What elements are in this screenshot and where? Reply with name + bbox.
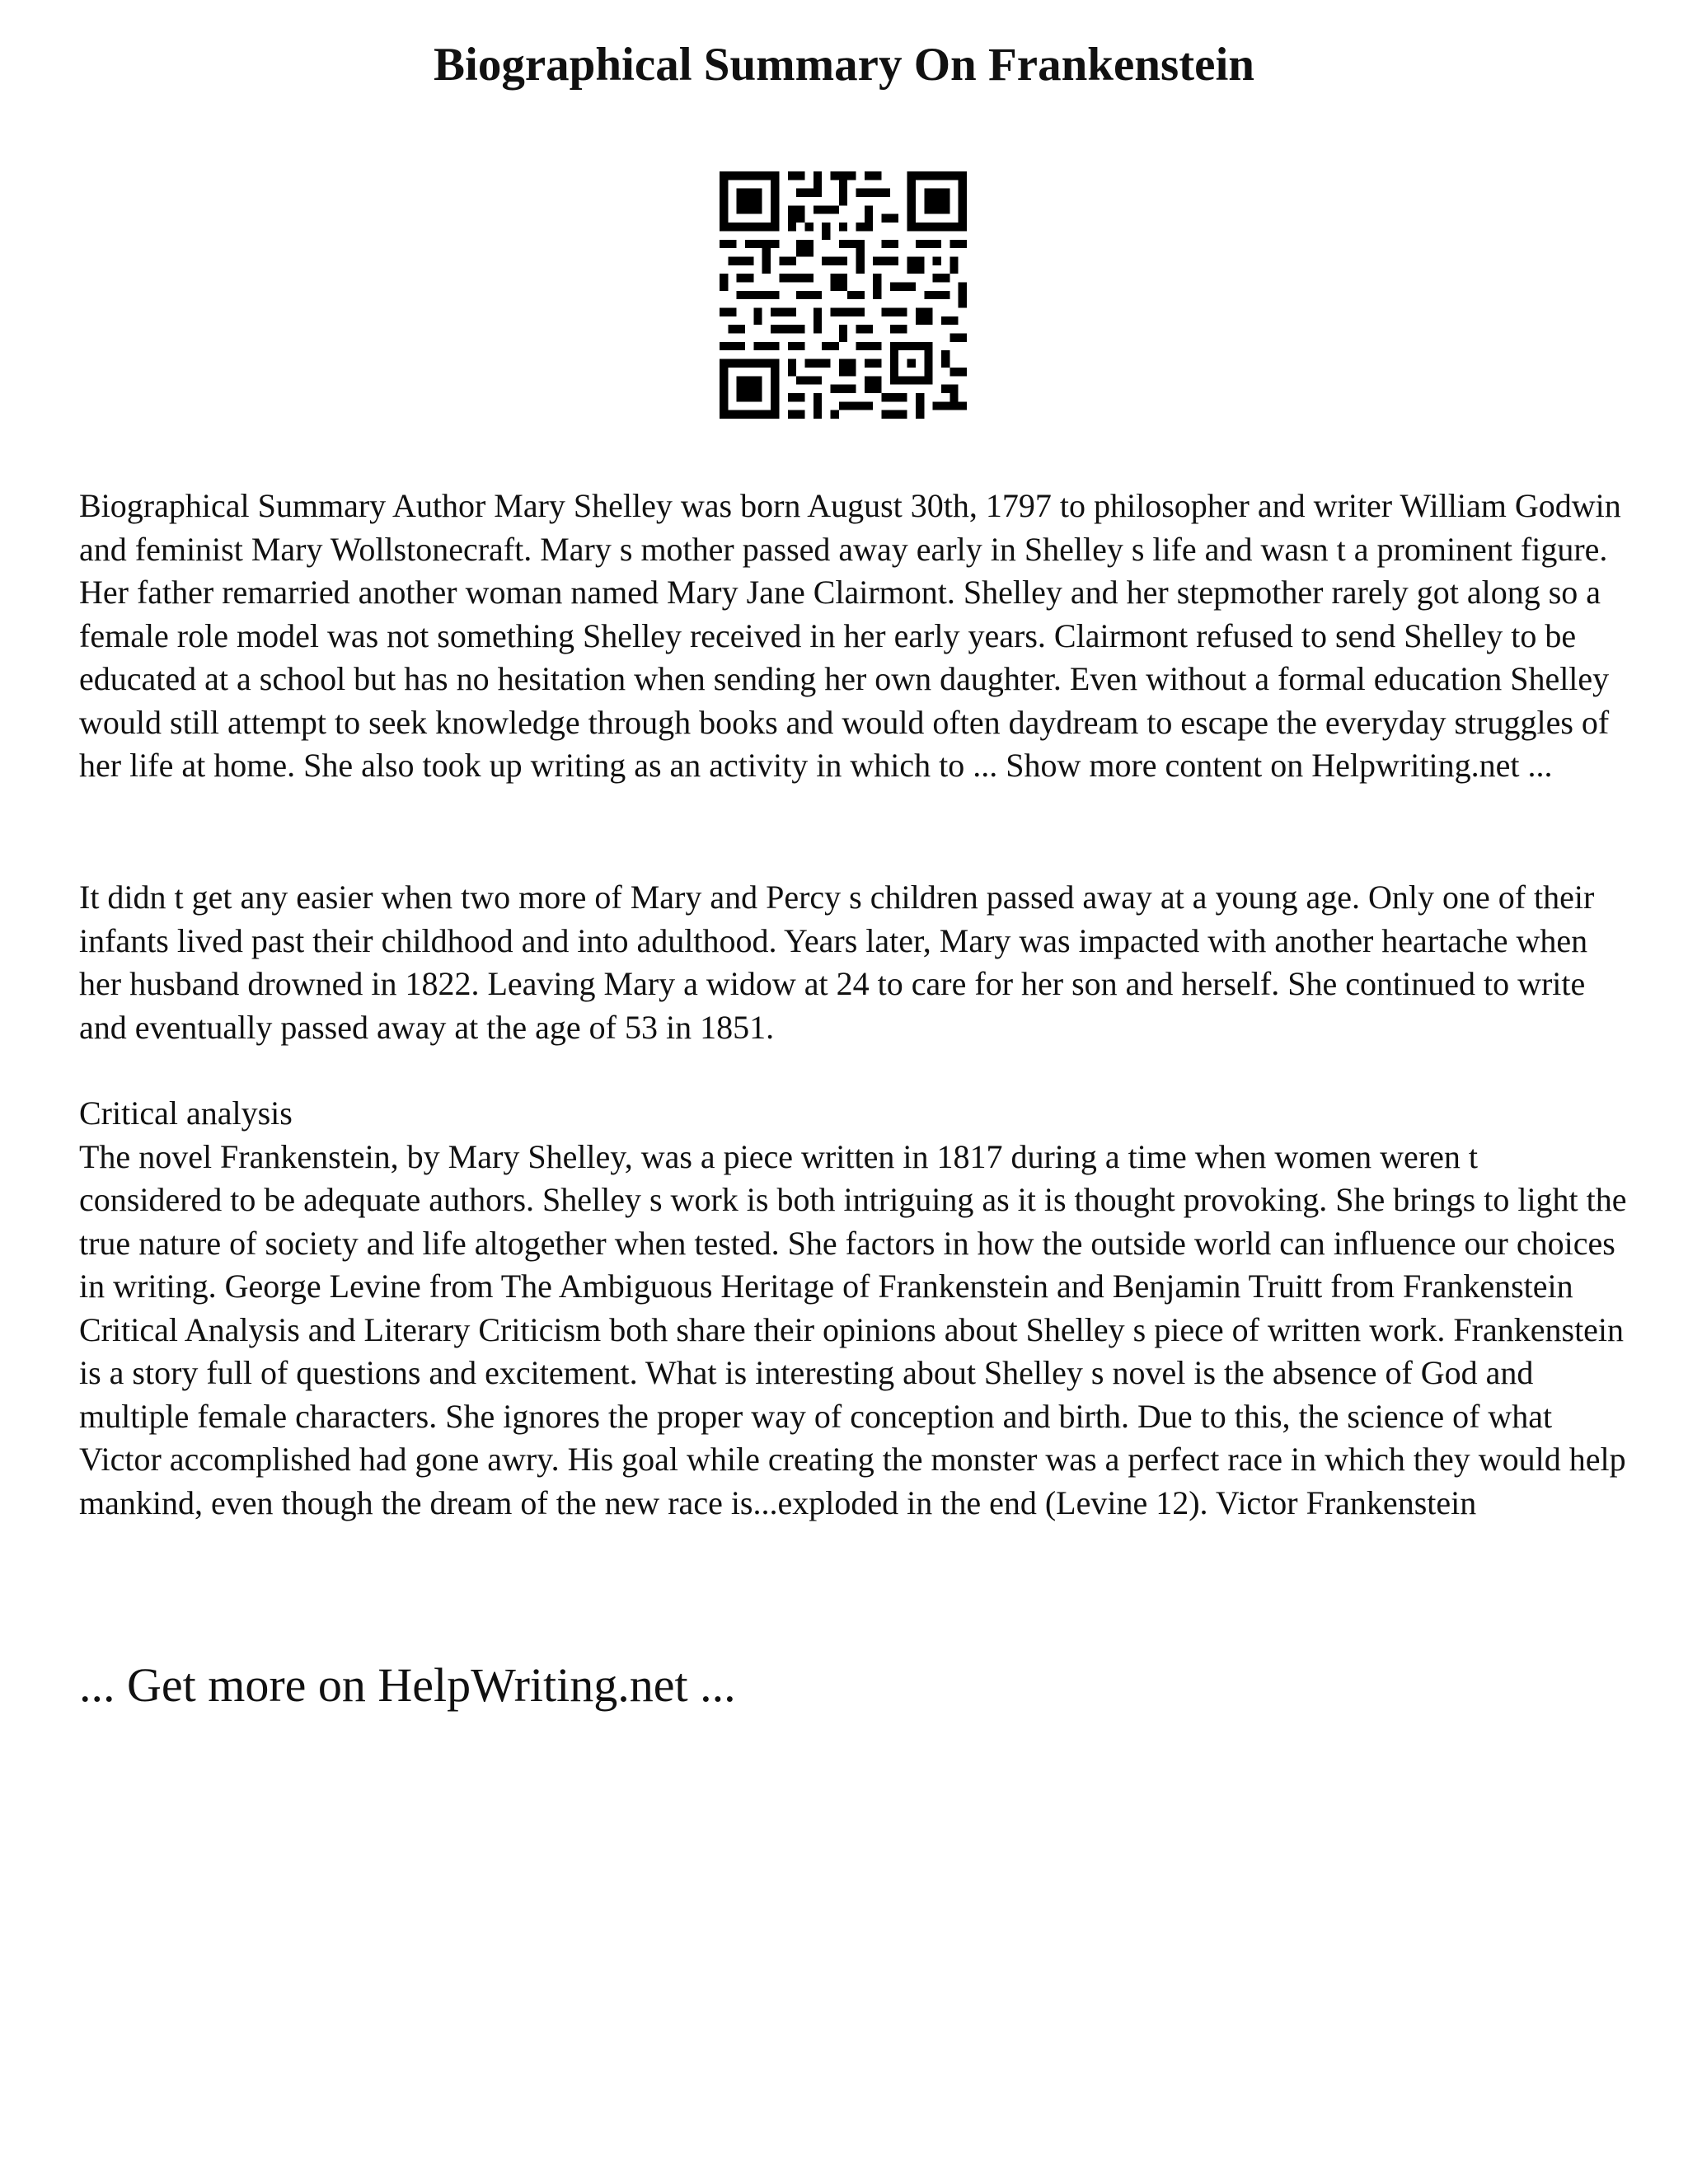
page-title: Biographical Summary On Frankenstein <box>434 39 1254 91</box>
critical-analysis-section <box>79 1092 1629 1525</box>
qr-code-icon <box>720 171 967 419</box>
paragraph-later-life: It didn t get any easier when two more of Mary and Percy s children passed away at a young age. Only one of their infants lived past their childhood and into adulthood. Years later, Mary was impacted with another heartache when her husband drowned in 1822. Leaving Mary a widow at 24 to care for her son and herself. She continued to write and eventually passed away at the age of 53 in 1851. <box>79 879 1595 1046</box>
paragraph-critical-analysis: The novel Frankenstein, by Mary Shelley, was a piece written in 1817 during a time when women weren t considered to be adequate authors. Shelley s work is both intriguing as it is thought provoking. She brings to light the true nature of society and life altogether when tested. She factors in how the outside world can influence our choices in writing. George Levine from The Ambiguous Heritage of Frankenstein and Benjamin Truitt from Frankenstein Critical Analysis and Literary Criticism both share their opinions about Shelley s piece of written work. Frankenstein is a story full of questions and excitement. What is interesting about Shelley s novel is the absence of God and multiple female characters. She ignores the proper way of conception and birth. Due to this, the science of what Victor accomplished had gone awry. His goal while creating the monster was a perfect race in which they would help mankind, even though the dream of the new race is...exploded in the end (Levine 12). Victor Frankenstein <box>79 1137 1627 1521</box>
get-more-link[interactable]: ... Get more on HelpWriting.net ... <box>79 1658 736 1712</box>
paragraph-biographical-summary: Biographical Summary Author Mary Shelley was born August 30th, 1797 to philosopher and writer William Godwin and feminist Mary Wollstonecraft. Mary s mother passed away early in Shelley s life and wasn t a prominent figure. Her father remarried another woman named Mary Jane Clairmont. Shelley and her stepmother rarely got along so a female role model was not something Shelley received in her early years. Clairmont refused to send Shelley to be educated at a school but has no hesitation when sending her own daughter. Even without a formal education Shelley would still attempt to seek knowledge through books and would often daydream to escape the everyday struggles of her life at home. She also took up writing as an activity in which to ... Show more content on Helpwriting.net ... <box>79 487 1621 784</box>
section-heading: Critical analysis <box>79 1094 293 1132</box>
